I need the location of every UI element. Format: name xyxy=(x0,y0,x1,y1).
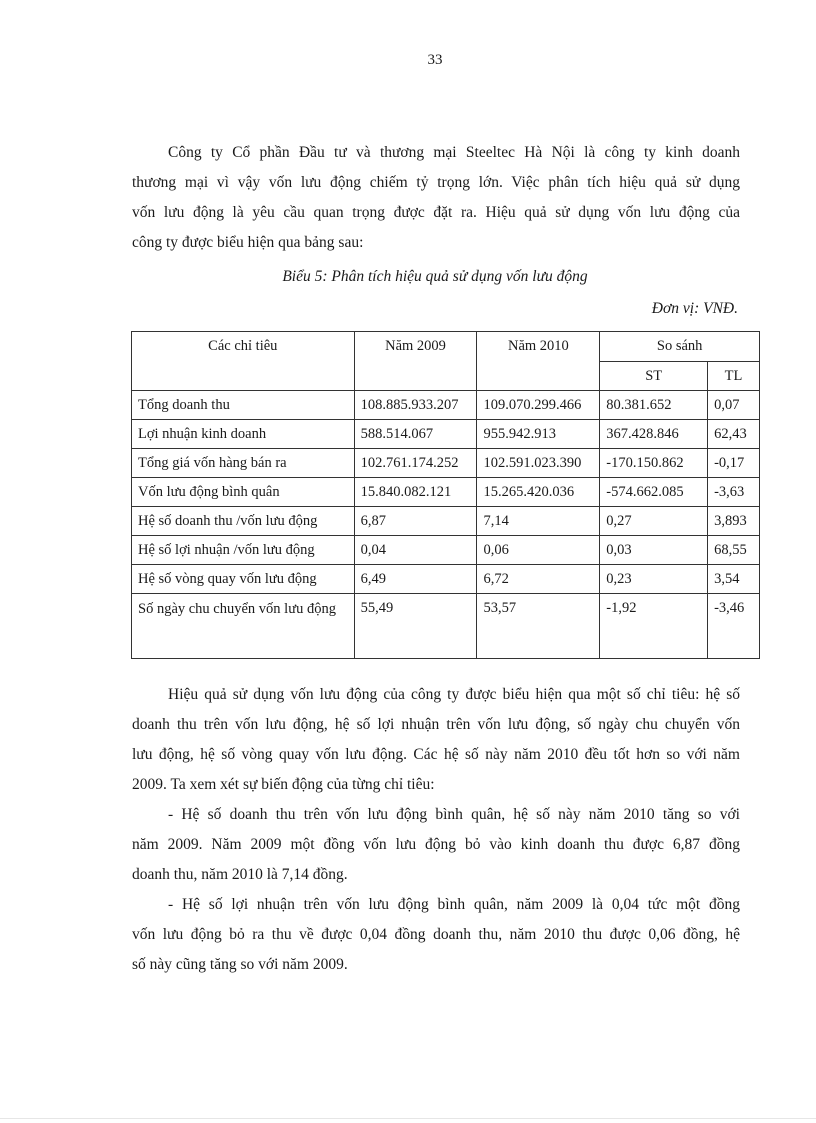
row-label: Hệ số doanh thu /vốn lưu động xyxy=(132,507,355,536)
header-tl: TL xyxy=(708,361,760,391)
table-row xyxy=(132,507,760,536)
row-label: Số ngày chu chuyển vốn lưu động xyxy=(132,594,355,659)
text-line: - Hệ số lợi nhuận trên vốn lưu động bình quân, năm 2009 là 0,04 tức một đồng xyxy=(168,896,740,913)
cell-2010: 7,14 xyxy=(477,507,600,536)
text-line: Công ty Cổ phần Đầu tư và thương mại Steeltec Hà Nội là công ty kinh doanh xyxy=(168,144,740,161)
text-line: doanh thu trên vốn lưu động, hệ số lợi nhuận trên vốn lưu động, số ngày chu chuyển vốn xyxy=(132,716,740,733)
header-st: ST xyxy=(600,361,708,391)
intro-paragraph xyxy=(132,138,740,258)
text-line: - Hệ số doanh thu trên vốn lưu động bình quân, hệ số này năm 2010 tăng so với xyxy=(168,806,740,823)
unit-label: Đơn vị: VNĐ. xyxy=(651,300,738,317)
header-year-2010: Năm 2010 xyxy=(477,332,600,391)
text-line: năm 2009. Năm 2009 một đồng vốn lưu động bỏ vào kinh doanh thu được 6,87 đồng xyxy=(132,836,740,853)
row-label: Lợi nhuận kinh doanh xyxy=(132,420,355,449)
cell-2009: 6,49 xyxy=(354,565,477,594)
cell-st: -170.150.862 xyxy=(600,449,708,478)
cell-st: 0,27 xyxy=(600,507,708,536)
table-caption: Biểu 5: Phân tích hiệu quả sử dụng vốn lưu động xyxy=(282,268,588,285)
cell-2009: 588.514.067 xyxy=(354,420,477,449)
header-indicator: Các chỉ tiêu xyxy=(132,332,355,391)
cell-tl: 3,893 xyxy=(708,507,760,536)
cell-2010: 0,06 xyxy=(477,536,600,565)
cell-st: -574.662.085 xyxy=(600,478,708,507)
text-line: vốn lưu động bỏ ra thu về được 0,04 đồng doanh thu, năm 2010 thu được 0,06 đồng, hệ xyxy=(132,926,740,943)
cell-2010: 109.070.299.466 xyxy=(477,391,600,420)
cell-2009: 15.840.082.121 xyxy=(354,478,477,507)
cell-2009: 0,04 xyxy=(354,536,477,565)
efficiency-table xyxy=(131,331,760,659)
page-bottom-edge xyxy=(0,1118,816,1119)
row-label: Tổng doanh thu xyxy=(132,391,355,420)
cell-tl: -0,17 xyxy=(708,449,760,478)
text-line: doanh thu, năm 2010 là 7,14 đồng. xyxy=(132,866,348,883)
header-compare: So sánh xyxy=(600,332,760,362)
cell-st: 367.428.846 xyxy=(600,420,708,449)
text-line: số này cũng tăng so với năm 2009. xyxy=(132,956,348,973)
cell-tl: 68,55 xyxy=(708,536,760,565)
table-row xyxy=(132,391,760,420)
table-row xyxy=(132,420,760,449)
cell-st: 0,03 xyxy=(600,536,708,565)
text-line: thương mại vì vậy vốn lưu động chiếm tỷ trọng lớn. Việc phân tích hiệu quả sử dụng xyxy=(132,174,740,191)
table-row xyxy=(132,536,760,565)
table-row xyxy=(132,449,760,478)
row-label: Tổng giá vốn hàng bán ra xyxy=(132,449,355,478)
cell-2009: 55,49 xyxy=(354,594,477,659)
cell-2009: 102.761.174.252 xyxy=(354,449,477,478)
row-label: Hệ số lợi nhuận /vốn lưu động xyxy=(132,536,355,565)
analysis-paragraph xyxy=(132,680,740,980)
text-line: Hiệu quả sử dụng vốn lưu động của công ty được biểu hiện qua một số chỉ tiêu: hệ số xyxy=(168,686,740,703)
cell-st: -1,92 xyxy=(600,594,708,659)
cell-2009: 6,87 xyxy=(354,507,477,536)
cell-tl: -3,63 xyxy=(708,478,760,507)
table-row xyxy=(132,594,760,659)
cell-2010: 53,57 xyxy=(477,594,600,659)
text-line: 2009. Ta xem xét sự biến động của từng chỉ tiêu: xyxy=(132,776,435,793)
header-year-2009: Năm 2009 xyxy=(354,332,477,391)
row-label: Vốn lưu động bình quân xyxy=(132,478,355,507)
cell-tl: 3,54 xyxy=(708,565,760,594)
cell-tl: -3,46 xyxy=(708,594,760,659)
cell-2010: 15.265.420.036 xyxy=(477,478,600,507)
page-number: 33 xyxy=(427,52,443,68)
text-line: vốn lưu động là yêu cầu quan trọng được đặt ra. Hiệu quả sử dụng vốn lưu động của xyxy=(132,204,740,221)
cell-2010: 102.591.023.390 xyxy=(477,449,600,478)
row-label: Hệ số vòng quay vốn lưu động xyxy=(132,565,355,594)
table-row xyxy=(132,565,760,594)
cell-2009: 108.885.933.207 xyxy=(354,391,477,420)
cell-st: 80.381.652 xyxy=(600,391,708,420)
cell-tl: 62,43 xyxy=(708,420,760,449)
cell-st: 0,23 xyxy=(600,565,708,594)
cell-2010: 6,72 xyxy=(477,565,600,594)
cell-tl: 0,07 xyxy=(708,391,760,420)
text-line: lưu động, hệ số vòng quay vốn lưu động. Các hệ số này năm 2010 đều tốt hơn so với năm xyxy=(132,746,740,763)
cell-2010: 955.942.913 xyxy=(477,420,600,449)
table-row xyxy=(132,478,760,507)
table-header-row xyxy=(132,332,760,362)
text-line: công ty được biểu hiện qua bảng sau: xyxy=(132,234,364,251)
